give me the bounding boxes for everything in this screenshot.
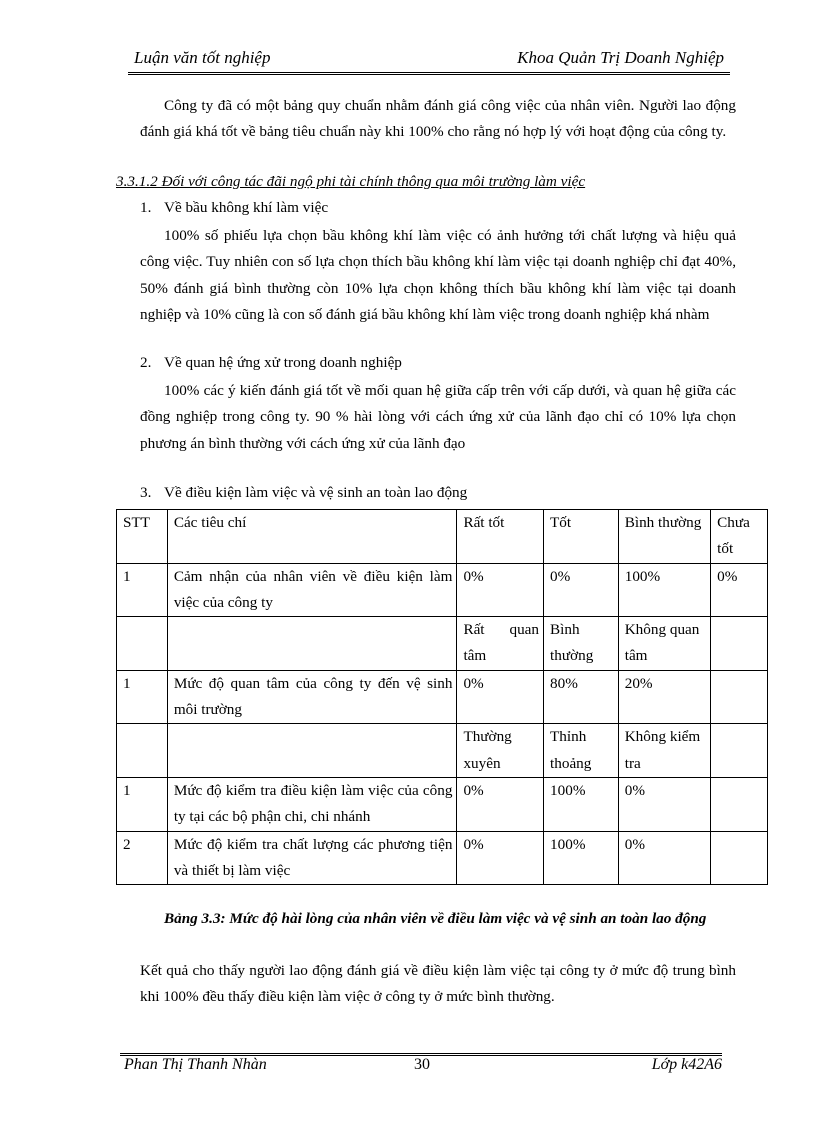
table-subheader-row: [117, 724, 768, 778]
table-cell: [711, 831, 768, 885]
table-cell: Mức độ kiểm tra chất lượng các phương tiện và thiết bị làm việc: [167, 831, 457, 885]
list-item: [140, 199, 328, 217]
page-header: [128, 48, 728, 72]
table-subheader-row: [117, 617, 768, 671]
table-cell: Không quan tâm: [618, 617, 710, 671]
table-row: [117, 777, 768, 831]
table-cell: Mức độ kiểm tra điều kiện làm việc của công ty tại các bộ phận chi, chi nhánh: [167, 777, 457, 831]
table-cell: [117, 724, 168, 778]
table-header-cell: Rất tốt: [457, 510, 544, 564]
table-cell: Mức độ quan tâm của công ty đến vệ sinh môi trường: [167, 670, 457, 724]
intro-paragraph: Công ty đã có một bảng quy chuẩn nhằm đánh giá công việc của nhân viên. Người lao động đánh giá khá tốt về bảng tiêu chuẩn này khi 100% cho rằng nó hợp lý với hoạt động của công ty.: [140, 97, 736, 141]
table-cell: Thỉnh thoảng: [544, 724, 619, 778]
table-cell: 100%: [618, 563, 710, 617]
table-header-cell: Tốt: [544, 510, 619, 564]
table-row: [117, 831, 768, 885]
table-cell: [711, 777, 768, 831]
table-cell: [167, 617, 457, 671]
list-number: 2.: [140, 354, 152, 371]
class-code: Lớp k42A6: [651, 1056, 722, 1073]
table-cell: [711, 670, 768, 724]
table-cell: 0%: [544, 563, 619, 617]
table-header-cell: STT: [117, 510, 168, 564]
table-header-cell: Bình thường: [618, 510, 710, 564]
table-cell: [167, 724, 457, 778]
author-name: Phan Thị Thanh Nhàn: [124, 1056, 267, 1073]
table-cell: 0%: [457, 670, 544, 724]
table-header-cell: Chưa tốt: [711, 510, 768, 564]
table-cell: 1: [117, 670, 168, 724]
atmosphere-paragraph: 100% số phiếu lựa chọn bầu không khí làm việc có ảnh hưởng tới chất lượng và hiệu quả công việc. Tuy nhiên con số lựa chọn thích bầu không khí làm việc tại doanh nghiệp chỉ đạt 40%, 50% đánh giá bình thường còn 10% lựa chọn không thích bầu không khí làm việc tại doanh nghiệp và 10% cũng là con số đánh giá bầu không khí làm việc trong doanh nghiệp khá nhàm: [140, 227, 736, 323]
section-heading: 3.3.1.2 Đối với công tác đãi ngộ phi tài chính thông qua môi trường làm việc: [116, 173, 586, 190]
table-cell: 0%: [711, 563, 768, 617]
table-cell: 1: [117, 563, 168, 617]
table-cell: 100%: [544, 777, 619, 831]
table-header-cell: Các tiêu chí: [167, 510, 457, 564]
list-item: [140, 354, 402, 372]
page-footer: [120, 1056, 722, 1080]
table-cell: 1: [117, 777, 168, 831]
table-cell: [711, 617, 768, 671]
table-cell: 80%: [544, 670, 619, 724]
list-number: 3.: [140, 484, 152, 501]
list-title: Về bầu không khí làm việc: [164, 199, 329, 216]
table-cell: Thường xuyên: [457, 724, 544, 778]
table-cell: 100%: [544, 831, 619, 885]
table-cell: Cảm nhận của nhân viên về điều kiện làm việc của công ty: [167, 563, 457, 617]
header-rule: [128, 72, 730, 75]
faculty-name: Khoa Quản Trị Doanh Nghiệp: [517, 48, 724, 67]
table-cell: Rất quan tâm: [457, 617, 544, 671]
criteria-table: [116, 509, 768, 885]
list-title: Về quan hệ ứng xử trong doanh nghiệp: [164, 354, 402, 371]
table-cell: Bình thường: [544, 617, 619, 671]
list-item: [140, 484, 467, 502]
table-cell: 0%: [457, 831, 544, 885]
table-caption: Bảng 3.3: Mức độ hài lòng của nhân viên về điều làm việc và vệ sinh an toàn lao động: [164, 910, 707, 927]
thesis-title: Luận văn tốt nghiệp: [134, 48, 271, 67]
table-cell: [711, 724, 768, 778]
list-title: Về điều kiện làm việc và vệ sinh an toàn lao động: [164, 484, 468, 501]
table-row: [117, 670, 768, 724]
table-cell: 0%: [457, 563, 544, 617]
table-cell: 0%: [618, 777, 710, 831]
relations-paragraph: 100% các ý kiến đánh giá tốt về mối quan hệ giữa cấp trên với cấp dưới, và quan hệ giữa các đồng nghiệp trong công ty. 90 % hài lòng với cách ứng xử của lãnh đạo chỉ có 10% lựa chọn phương án bình thường với cách ứng xử của lãnh đạo: [140, 382, 736, 452]
table-cell: Không kiểm tra: [618, 724, 710, 778]
table-row: [117, 563, 768, 617]
page-number: 30: [414, 1056, 430, 1073]
table-cell: 0%: [618, 831, 710, 885]
list-number: 1.: [140, 199, 152, 216]
conclusion-paragraph: Kết quả cho thấy người lao động đánh giá về điều kiện làm việc tại công ty ở mức độ trung bình khi 100% đều thấy điều kiện làm việc ở công ty ở mức bình thường.: [140, 962, 736, 1006]
table-cell: 2: [117, 831, 168, 885]
table-cell: [117, 617, 168, 671]
table-cell: 0%: [457, 777, 544, 831]
table-header-row: [117, 510, 768, 564]
table-cell: 20%: [618, 670, 710, 724]
